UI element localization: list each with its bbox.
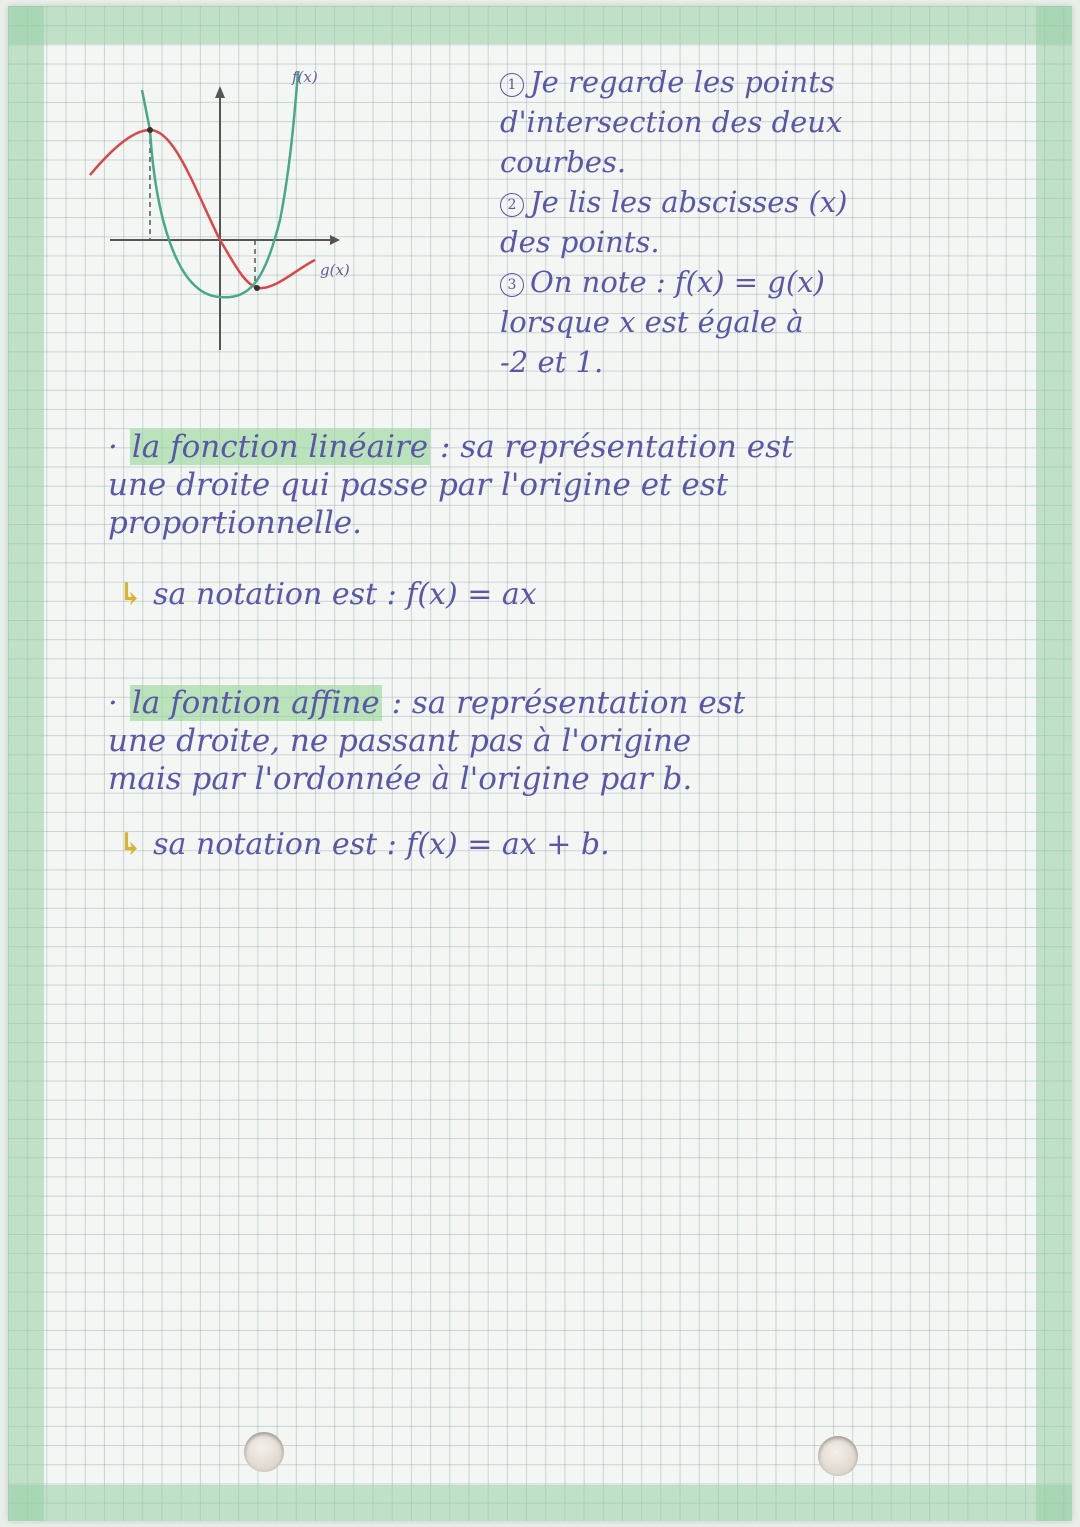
f-curve-label: f(x) xyxy=(292,68,318,86)
punch-hole-right xyxy=(818,1436,858,1476)
lineaire-line-1 xyxy=(108,428,793,466)
lineaire-notation xyxy=(118,578,537,611)
intersection-point-1 xyxy=(147,127,153,133)
curved-arrow-icon: ↳ xyxy=(118,827,144,862)
step-2 xyxy=(500,184,847,220)
step-1-line-3: courbes. xyxy=(500,145,627,179)
bullet-dot-icon: · xyxy=(108,685,118,721)
bullet-dot-icon: · xyxy=(108,429,118,465)
affine-line-1-rest: : sa représentation est xyxy=(381,685,746,721)
lineaire-notation-text: sa notation est : f(x) = ax xyxy=(153,577,537,612)
affine-term: la fontion affine xyxy=(131,685,380,721)
page-border-right xyxy=(1036,6,1072,1521)
function-graph-sketch xyxy=(80,60,390,360)
step-3-line-2: lorsque x est égale à xyxy=(500,305,804,339)
section-fonction-affine xyxy=(108,684,745,798)
lineaire-line-3: proportionnelle. xyxy=(108,505,362,541)
step-3-line-1: On note : f(x) = g(x) xyxy=(530,265,825,299)
affine-line-1 xyxy=(108,684,745,722)
y-axis-arrow-icon xyxy=(215,86,225,98)
page-border-top xyxy=(8,6,1072,44)
page-border-bottom xyxy=(8,1485,1072,1521)
step-1-number: 1 xyxy=(500,73,524,97)
step-3-line-3: -2 et 1. xyxy=(500,345,604,379)
lineaire-line-2: une droite qui passe par l'origine et est xyxy=(108,467,729,503)
g-curve-left xyxy=(142,90,150,130)
affine-notation-text: sa notation est : f(x) = ax + b. xyxy=(153,827,610,862)
step-1 xyxy=(500,64,847,100)
curved-arrow-icon: ↳ xyxy=(118,577,144,612)
affine-line-3: mais par l'ordonnée à l'origine par b. xyxy=(108,761,693,797)
method-steps xyxy=(500,64,847,384)
punch-hole-left xyxy=(244,1432,284,1472)
section-fonction-lineaire xyxy=(108,428,793,542)
step-1-line-1: Je regarde les points xyxy=(530,65,835,99)
intersection-point-2 xyxy=(254,285,260,291)
page-border-left xyxy=(8,6,44,1521)
x-axis-arrow-icon xyxy=(330,235,340,245)
step-2-line-2: des points. xyxy=(500,225,660,259)
step-1-line-2: d'intersection des deux xyxy=(500,105,843,139)
step-2-line-1: Je lis les abscisses (x) xyxy=(530,185,848,219)
lineaire-line-1-rest: : sa représentation est xyxy=(430,429,794,465)
step-2-number: 2 xyxy=(500,193,524,217)
g-curve xyxy=(150,72,298,297)
step-3-number: 3 xyxy=(500,273,524,297)
step-3 xyxy=(500,264,847,300)
affine-line-2: une droite, ne passant pas à l'origine xyxy=(108,723,692,759)
lineaire-term: la fonction linéaire xyxy=(131,429,429,465)
g-curve-label: g(x) xyxy=(320,261,350,279)
affine-notation xyxy=(118,828,610,861)
